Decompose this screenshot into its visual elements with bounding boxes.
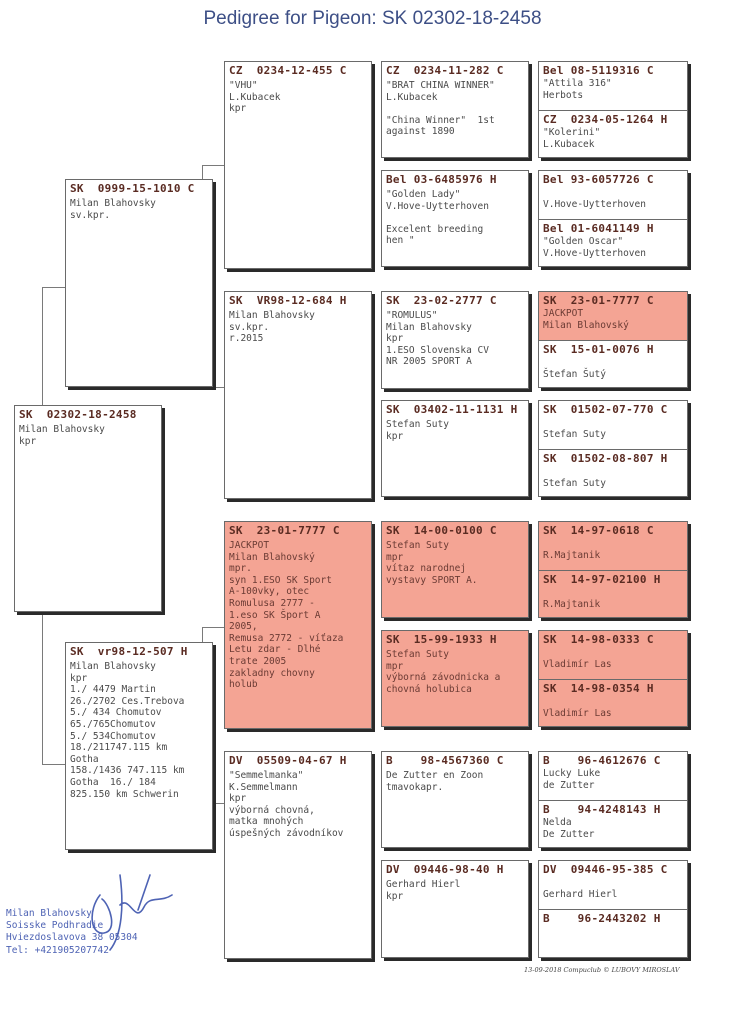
- pigeon-card-ssd: [381, 170, 529, 267]
- pigeon-card-g4: [539, 752, 687, 800]
- pigeon-card-g4: [539, 522, 687, 570]
- pigeon-card-ddd: [381, 860, 529, 958]
- ring-number: SK 23-02-2777 C: [386, 294, 497, 307]
- pigeon-card-g4: [539, 800, 687, 848]
- pigeon-info: "ROMULUS" Milan Blahovsky kpr 1.ESO Slovenska CV NR 2005 SPORT A: [386, 310, 489, 368]
- pigeon-card-dam-sire: [224, 521, 372, 729]
- pigeon-card-g4: [539, 861, 687, 909]
- ring-number: SK 23-01-7777 C: [229, 524, 340, 537]
- pigeon-info: "Golden Lady" V.Hove-Uytterhoven Excelent breeding hen ": [386, 189, 489, 247]
- pigeon-card-sds: [381, 291, 529, 389]
- owner-address: Milan Blahovsky Soisske Podhradie Hviezdoslavova 38 05304 Tel: +421905207742: [6, 908, 138, 956]
- pigeon-info: Stefan Suty: [543, 428, 606, 440]
- ring-number: SK 14-97-02100 H: [543, 573, 661, 586]
- pigeon-pair-card: [538, 751, 688, 848]
- pigeon-info: Milan Blahovsky sv.kpr.: [70, 198, 156, 221]
- pigeon-card-dam-dam: [224, 751, 372, 959]
- pigeon-info: R.Majtanik: [543, 549, 601, 561]
- connector-line: [202, 165, 203, 180]
- ring-number: CZ 0234-11-282 C: [386, 64, 504, 77]
- pigeon-info: Stefan Suty: [543, 477, 606, 489]
- pigeon-info: Lucky Luke de Zutter: [543, 768, 601, 791]
- pigeon-pair-card: [538, 400, 688, 497]
- ring-number: SK 15-01-0076 H: [543, 343, 654, 356]
- print-footer: 13-09-2018 Compuclub © LUBOVY MIROSLAV: [524, 966, 680, 974]
- ring-number: SK 15-99-1933 H: [386, 633, 497, 646]
- pigeon-card-sire-dam: [224, 291, 372, 499]
- ring-number: SK VR98-12-684 H: [229, 294, 347, 307]
- pigeon-card-sire: [65, 179, 213, 387]
- pigeon-info: JACKPOT Milan Blahovský mpr. syn 1.ESO SK Sport A-100vky, otec Romulusa 2777 - 1.eso SK Šport A 2005, Remusa 2772 - víťaza Letu zdar - Dlhé trate 2005 zakladny chovny holub: [229, 540, 344, 691]
- pigeon-info: Vladimír Las: [543, 658, 612, 670]
- ring-number: B 94-4248143 H: [543, 803, 661, 816]
- ring-number: SK 14-98-0333 C: [543, 633, 654, 646]
- pigeon-info: Milan Blahovsky kpr: [19, 424, 105, 447]
- connector-line: [42, 287, 43, 409]
- pigeon-info: V.Hove-Uytterhoven: [543, 198, 646, 210]
- connector-line: [202, 165, 224, 166]
- ring-number: DV 09446-95-385 C: [543, 863, 668, 876]
- pigeon-card-dds: [381, 751, 529, 848]
- pigeon-info: Stefan Suty mpr vítaz narodnej vystavy SPORT A.: [386, 540, 478, 586]
- pigeon-pair-card: [538, 61, 688, 158]
- ring-number: SK 14-98-0354 H: [543, 682, 654, 695]
- connector-line: [42, 287, 66, 288]
- pigeon-card-dam: [65, 642, 213, 850]
- connector-line: [42, 764, 66, 765]
- ring-number: SK 02302-18-2458: [19, 408, 137, 421]
- pigeon-info: R.Majtanik: [543, 598, 601, 610]
- connector-line: [213, 387, 224, 388]
- pigeon-info: Milan Blahovsky kpr 1./ 4479 Martin 26./2702 Ces.Trebova 5./ 434 Chomutov 65./765Chomutov 5./ 534Chomutov 18./211747.115 km Gotha 158./1436 747.115 km Gotha 16./ 184 825.150 km Schwerin: [70, 661, 185, 800]
- ring-number: Bel 08-5119316 C: [543, 64, 654, 77]
- ring-number: SK 23-01-7777 C: [543, 294, 654, 307]
- ring-number: SK 14-00-0100 C: [386, 524, 497, 537]
- ring-number: CZ 0234-12-455 C: [229, 64, 347, 77]
- pigeon-info: De Zutter en Zoon tmavokapr.: [386, 770, 484, 793]
- ring-number: Bel 93-6057726 C: [543, 173, 654, 186]
- connector-line: [202, 627, 203, 643]
- pigeon-card-g4: [539, 340, 687, 388]
- pigeon-card-g4: [539, 110, 687, 158]
- pigeon-card-g4: [539, 62, 687, 110]
- pigeon-card-g4: [539, 292, 687, 340]
- pigeon-card-g4: [539, 219, 687, 267]
- pigeon-card-g4: [539, 909, 687, 958]
- pigeon-pair-card: [538, 170, 688, 267]
- pigeon-card-g4: [539, 631, 687, 679]
- connector-line: [42, 612, 43, 764]
- pigeon-card-g4: [539, 171, 687, 219]
- pigeon-card-sdd: [381, 400, 529, 497]
- pigeon-pair-card: [538, 860, 688, 958]
- pigeon-info: Stefan Suty kpr: [386, 419, 449, 442]
- ring-number: DV 09446-98-40 H: [386, 863, 504, 876]
- ring-number: Bel 03-6485976 H: [386, 173, 497, 186]
- pigeon-info: JACKPOT Milan Blahovský: [543, 308, 629, 331]
- pigeon-pair-card: [538, 521, 688, 618]
- pigeon-info: Vladimír Las: [543, 707, 612, 719]
- pigeon-card-sire-sire: [224, 61, 372, 269]
- pigeon-card-g4: [539, 401, 687, 449]
- pigeon-info: "Semmelmanka" K.Semmelmann kpr výborná chovná, matka mnohých úspešných závodníkov: [229, 770, 344, 839]
- pigeon-info: Gerhard Hierl: [543, 888, 618, 900]
- pigeon-info: "Attila 316" Herbots: [543, 78, 612, 101]
- pigeon-card-sss: [381, 61, 529, 158]
- pigeon-info: "Kolerini" L.Kubacek: [543, 127, 601, 150]
- page-title: Pedigree for Pigeon: SK 02302-18-2458: [203, 8, 542, 29]
- ring-number: SK 01502-08-807 H: [543, 452, 668, 465]
- ring-number: SK 0999-15-1010 C: [70, 182, 195, 195]
- ring-number: SK 03402-11-1131 H: [386, 403, 518, 416]
- ring-number: B 96-4612676 C: [543, 754, 661, 767]
- ring-number: CZ 0234-05-1264 H: [543, 113, 668, 126]
- ring-number: SK vr98-12-507 H: [70, 645, 188, 658]
- pigeon-card-dsd: [381, 630, 529, 727]
- pigeon-card-g4: [539, 570, 687, 618]
- ring-number: B 96-2443202 H: [543, 912, 661, 925]
- pigeon-info: Štefan Šutý: [543, 368, 606, 380]
- pigeon-info: Gerhard Hierl kpr: [386, 879, 461, 902]
- ring-number: SK 01502-07-770 C: [543, 403, 668, 416]
- pigeon-card-subject: [14, 405, 162, 612]
- ring-number: DV 05509-04-67 H: [229, 754, 347, 767]
- connector-line: [202, 627, 224, 628]
- pigeon-info: "BRAT CHINA WINNER" L.Kubacek "China Winner" 1st against 1890: [386, 80, 495, 138]
- pigeon-card-g4: [539, 449, 687, 497]
- connector-line: [213, 803, 224, 804]
- pigeon-card-g4: [539, 679, 687, 727]
- ring-number: B 98-4567360 C: [386, 754, 504, 767]
- pigeon-pair-card: [538, 630, 688, 727]
- ring-number: SK 14-97-0618 C: [543, 524, 654, 537]
- pigeon-info: "Golden Oscar" V.Hove-Uytterhoven: [543, 236, 646, 259]
- ring-number: Bel 01-6041149 H: [543, 222, 654, 235]
- pigeon-pair-card: [538, 291, 688, 388]
- pigeon-info: Milan Blahovsky sv.kpr. r.2015: [229, 310, 315, 345]
- pigeon-info: Nelda De Zutter: [543, 817, 595, 840]
- pigeon-info: Stefan Suty mpr výborná závodnicka a chovná holubica: [386, 649, 501, 695]
- pigeon-card-dss: [381, 521, 529, 618]
- pigeon-info: "VHU" L.Kubacek kpr: [229, 80, 281, 115]
